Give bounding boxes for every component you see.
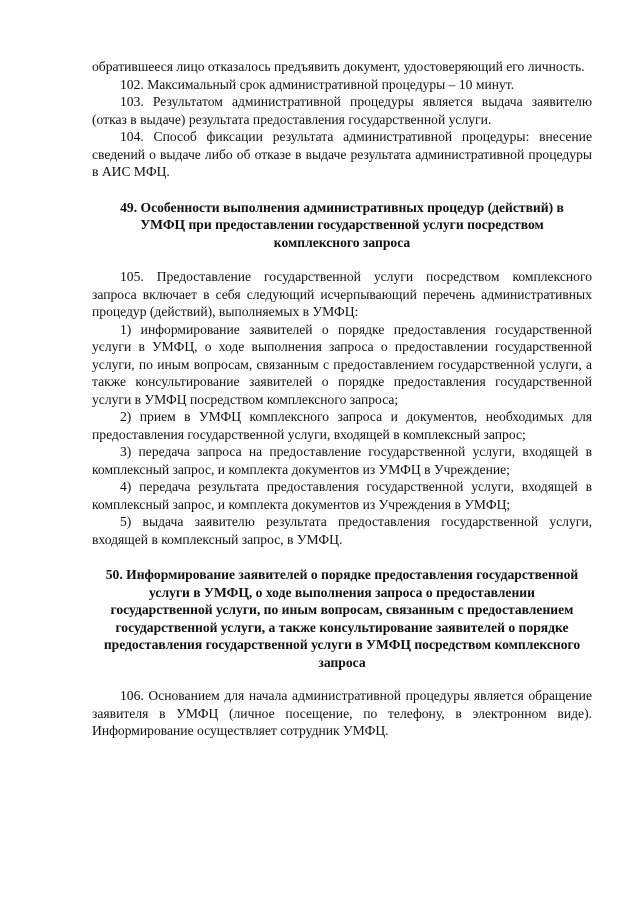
- paragraph-102: 102. Максимальный срок административной процедуры – 10 минут.: [120, 76, 515, 92]
- section-49-heading: 49. Особенности выполнения административных процедур (действий) в УМФЦ при предоставлении государственной услуги посредством комплексного запроса: [120, 199, 564, 250]
- spacer: [92, 181, 592, 199]
- paragraph-103: 103. Результатом административной процедуры является выдача заявителю (отказ в выдаче) результата предоставления государственной услуги.: [92, 94, 592, 127]
- paragraph-104: 104. Способ фиксации результата административной процедуры: внесение сведений о выдаче либо об отказе в выдаче результата административной процедуры в АИС МФЦ.: [92, 129, 592, 179]
- list-item-3: 3) передача запроса на предоставление государственной услуги, входящей в комплексный запрос, и комплекта документов из УМФЦ в Учреждение;: [92, 444, 592, 477]
- spacer: [92, 671, 592, 687]
- list-item-5: 5) выдача заявителю результата предоставления государственной услуги, входящей в комплексный запрос, в УМФЦ.: [92, 514, 592, 547]
- section-50-heading: 50. Информирование заявителей о порядке предоставления государственной услуги в УМФЦ, о ходе выполнения запроса о предоставлении государственной услуги, по иным вопросам, связанным с предоставлением государственной услуги, а также консультирование заявителей о порядке предоставления государственной услуги в УМФЦ посредством комплексного запроса: [103, 567, 581, 670]
- spacer: [92, 548, 592, 566]
- list-item-1: 1) информирование заявителей о порядке предоставления государственной услуги в УМФЦ, о ходе выполнения запроса о предоставлении государственной услуги, по иным вопросам, связанным с предоставлением государственной услуги, а также консультирование заявителей о порядке предоставления государственной услуги в УМФЦ посредством комплексного запроса;: [92, 321, 592, 407]
- list-item-4: 4) передача результата предоставления государственной услуги, входящей в комплексный запрос, и комплекта документов из Учреждения в УМФЦ;: [92, 479, 592, 512]
- list-item-2: 2) прием в УМФЦ комплексного запроса и документов, необходимых для предоставления государственной услуги, входящей в комплексный запрос;: [92, 409, 592, 442]
- spacer: [92, 251, 592, 268]
- paragraph-continuation: обратившееся лицо отказалось предъявить документ, удостоверяющий его личность.: [92, 59, 585, 74]
- paragraph-106: 106. Основанием для начала административной процедуры является обращение заявителя в УМФЦ (личное посещение, по телефону, в электронном виде). Информирование осуществляет сотрудник УМФЦ.: [92, 688, 592, 738]
- paragraph-105: 105. Предоставление государственной услуги посредством комплексного запроса включает в себя следующий исчерпывающий перечень административных процедур (действий), выполняемых в УМФЦ:: [92, 269, 592, 319]
